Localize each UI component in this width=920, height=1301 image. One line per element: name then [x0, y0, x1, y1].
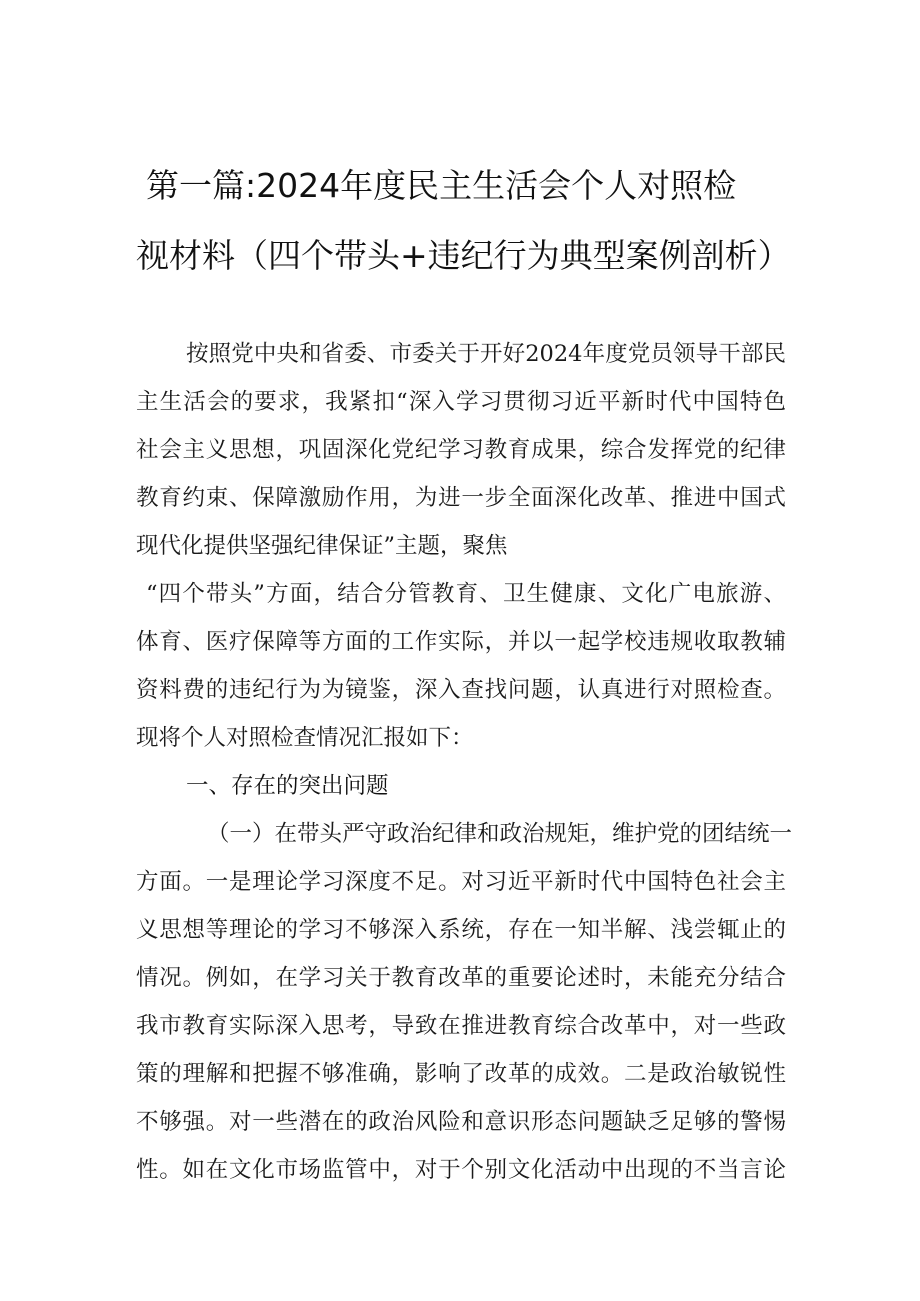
document-title-line-2: 视材料（四个带头+违纪行为典型案例剖析） [136, 236, 791, 275]
section-line: 情况。例如，在学习关于教育改革的重要论述时，未能充分结合 [136, 965, 786, 991]
section-line: 性。如在文化市场监管中，对于个别文化活动中出现的不当言论 [136, 1157, 786, 1183]
intro-line: 体育、医疗保障等方面的工作实际，并以一起学校违规收取教辅 [136, 629, 786, 655]
section-line: 我市教育实际深入思考，导致在推进教育综合改革中，对一些政 [136, 1013, 786, 1039]
section-line: 不够强。对一些潜在的政治风险和意识形态问题缺乏足够的警惕 [136, 1109, 786, 1135]
document-title-line-1: 第一篇:2024年度民主生活会个人对照检 [146, 166, 737, 205]
intro-line: “四个带头”方面，结合分管教育、卫生健康、文化广电旅游、 [146, 581, 786, 607]
section-line: （一）在带头严守政治纪律和政治规矩，维护党的团结统一 [207, 821, 793, 847]
intro-line: 教育约束、保障激励作用，为进一步全面深化改革、推进中国式 [136, 485, 786, 511]
section-line: 义思想等理论的学习不够深入系统，存在一知半解、浅尝辄止的 [136, 917, 786, 943]
intro-line: 主生活会的要求，我紧扣“深入学习贯彻习近平新时代中国特色 [136, 389, 786, 415]
intro-line: 现代化提供坚强纪律保证”主题，聚焦 [136, 533, 508, 559]
intro-line: 资料费的违纪行为为镜鉴，深入查找问题，认真进行对照检查。 [136, 677, 786, 703]
intro-line: 按照党中央和省委、市委关于开好2024年度党员领导干部民 [186, 341, 786, 367]
section-heading: 一、存在的突出问题 [186, 773, 389, 799]
section-line: 方面。一是理论学习深度不足。对习近平新时代中国特色社会主 [136, 869, 786, 895]
intro-line: 社会主义思想，巩固深化党纪学习教育成果，综合发挥党的纪律 [136, 437, 786, 463]
intro-line: 现将个人对照检查情况汇报如下： [136, 725, 474, 751]
section-line: 策的理解和把握不够准确，影响了改革的成效。二是政治敏锐性 [136, 1061, 786, 1087]
